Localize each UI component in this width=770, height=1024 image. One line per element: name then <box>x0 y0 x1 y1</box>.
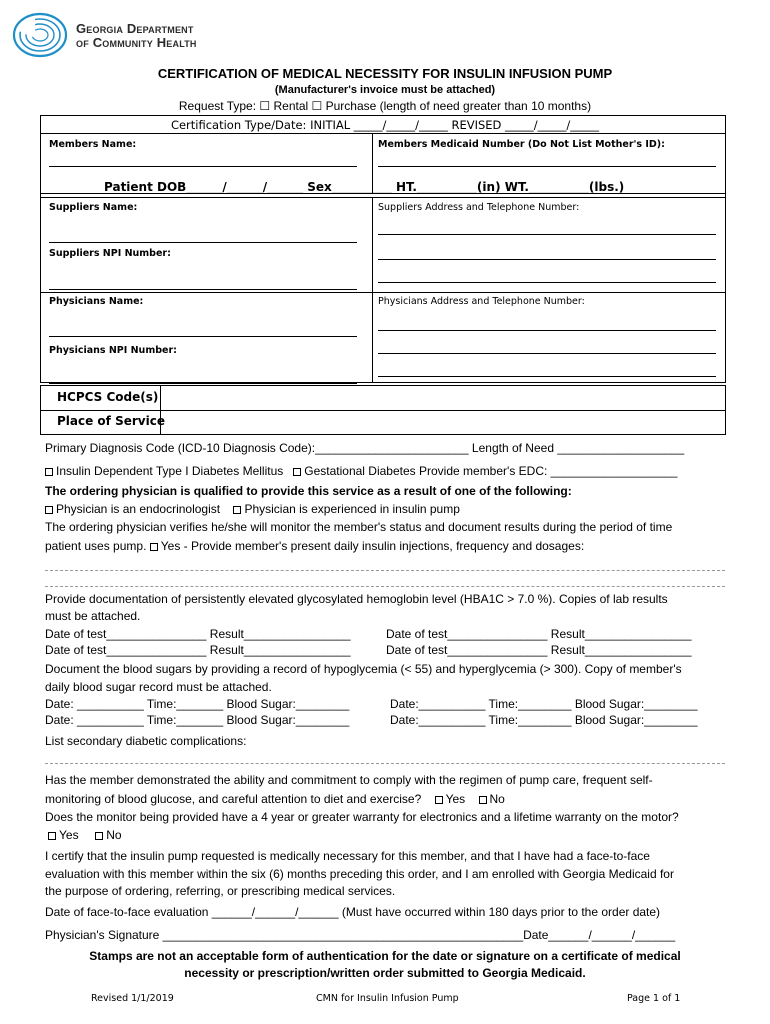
physician-qualifications: Physician is an endocrinologist Physician is experienced in insulin pump <box>45 502 460 516</box>
stamps-notice-2: necessity or prescription/written order submitted to Georgia Medicaid. <box>184 966 586 980</box>
medicaid-number-line[interactable] <box>378 166 716 167</box>
certify-line-2: evaluation with this member within the six (6) months preceding this order, and I am enrolled with Georgia Medicaid for <box>45 867 674 881</box>
warranty-options: Yes No <box>48 828 122 842</box>
certify-line-1: I certify that the insulin pump requested is medically necessary for this member, and that I have had a face-to-face <box>45 849 650 863</box>
gestational-checkbox[interactable] <box>293 468 301 476</box>
physicians-name-line[interactable] <box>49 336 357 337</box>
place-of-service-label: Place of Service <box>57 414 165 428</box>
primary-diagnosis: Primary Diagnosis Code (ICD-10 Diagnosis Code):_______________________ Length of Need ___________________ <box>45 441 685 455</box>
sugar-record-1-right: Date:__________ Time:________ Blood Sugar:________ <box>390 697 698 711</box>
date-test-1-right: Date of test_______________ Result________________ <box>386 627 692 641</box>
logo-line-1: Georgia Department <box>76 21 194 36</box>
insulin-notes-line-1[interactable] <box>45 570 725 571</box>
warranty-yes-checkbox[interactable] <box>48 832 56 840</box>
form-subtitle: (Manufacturer's invoice must be attached) <box>274 84 496 96</box>
hcpcs-label: HCPCS Code(s) <box>57 390 159 404</box>
demonstrated-no-checkbox[interactable] <box>479 796 487 804</box>
certify-line-3: the purpose of ordering, referring, or prescribing medical services. <box>45 884 396 898</box>
date-test-2-right: Date of test_______________ Result________________ <box>386 643 692 657</box>
footer-document: CMN for Insulin Infusion Pump <box>316 993 459 1004</box>
request-type: Request Type: ☐ Rental ☐ Purchase (length of need greater than 10 months) <box>178 99 592 113</box>
certification-type: Certification Type/Date: INITIAL _____/_____/_____ REVISED _____/_____/_____ <box>170 118 600 132</box>
monitor-yes-checkbox[interactable] <box>150 543 158 551</box>
sugar-record-2-left: Date: __________ Time:_______ Blood Sugar:________ <box>45 713 350 727</box>
secondary-complications: List secondary diabetic complications: <box>45 734 247 748</box>
diabetes-options: Insulin Dependent Type I Diabetes Mellitus Gestational Diabetes Provide member's EDC: ___________________ <box>45 464 677 478</box>
physicians-name-label: Physicians Name: <box>49 296 144 307</box>
date-test-2-left: Date of test_______________ Result________________ <box>45 643 351 657</box>
insulin-notes-line-2[interactable] <box>45 586 725 587</box>
experienced-checkbox[interactable] <box>233 506 241 514</box>
logo-swirl-icon <box>10 10 70 60</box>
complications-line[interactable] <box>45 763 725 764</box>
physicians-address-label: Physicians Address and Telephone Number: <box>378 296 585 307</box>
physicians-npi-line[interactable] <box>49 383 357 384</box>
patient-dob-row: Patient DOB______/______/______ Sex__________ HT.__________(in) WT.__________(lbs.) <box>104 180 625 194</box>
verify-line-2: patient uses pump. Yes - Provide member's present daily insulin injections, frequency and dosages: <box>45 539 585 553</box>
verify-line-1: The ordering physician verifies he/she will monitor the member's status and document results during the period of time <box>45 520 673 534</box>
members-name-label: Members Name: <box>49 139 137 150</box>
suppliers-address-label: Suppliers Address and Telephone Number: <box>378 202 580 213</box>
dch-logo <box>10 10 70 60</box>
suppliers-npi-line[interactable] <box>49 289 357 290</box>
type1-checkbox[interactable] <box>45 468 53 476</box>
qualified-heading: The ordering physician is qualified to provide this service as a result of one of the following: <box>45 484 572 498</box>
form-title: CERTIFICATION OF MEDICAL NECESSITY FOR INSULIN INFUSION PUMP <box>157 66 613 81</box>
demonstrated-line-1: Has the member demonstrated the ability and commitment to comply with the regimen of pump care, frequent self- <box>45 773 653 787</box>
footer-revised: Revised 1/1/2019 <box>91 993 174 1004</box>
warranty-no-checkbox[interactable] <box>95 832 103 840</box>
demonstrated-yes-checkbox[interactable] <box>435 796 443 804</box>
suppliers-npi-label: Suppliers NPI Number: <box>49 248 171 259</box>
footer-page: Page 1 of 1 <box>627 993 681 1004</box>
hba1c-line-2: must be attached. <box>45 609 141 623</box>
logo-line-2: of Community Health <box>76 35 197 50</box>
warranty-question: Does the monitor being provided have a 4 year or greater warranty for electronics and a lifetime warranty on the motor? <box>45 810 679 824</box>
face-to-face-date: Date of face-to-face evaluation ______/______/______ (Must have occurred within 180 days prior to the order date) <box>45 905 661 919</box>
medicaid-number-label: Members Medicaid Number (Do Not List Mother's ID): <box>378 139 665 150</box>
demonstrated-line-2: monitoring of blood glucose, and careful attention to diet and exercise? Yes No <box>45 792 505 806</box>
sugar-record-1-left: Date: __________ Time:_______ Blood Sugar:________ <box>45 697 350 711</box>
sugars-line-1: Document the blood sugars by providing a record of hypoglycemia (< 55) and hyperglycemia (> 300). Copy of member's <box>45 662 682 676</box>
physicians-npi-label: Physicians NPI Number: <box>49 345 177 356</box>
endocrinologist-checkbox[interactable] <box>45 506 53 514</box>
hba1c-line-1: Provide documentation of persistently elevated glycosylated hemoglobin level (HBA1C > 7.0 %). Copies of lab results <box>45 592 668 606</box>
suppliers-name-line[interactable] <box>49 242 357 243</box>
suppliers-name-label: Suppliers Name: <box>49 202 138 213</box>
members-name-line[interactable] <box>49 166 357 167</box>
sugars-line-2: daily blood sugar record must be attached. <box>45 680 272 694</box>
physician-signature: Physician's Signature ______________________________________________________Date______/______/______ <box>45 928 676 942</box>
sugar-record-2-right: Date:__________ Time:________ Blood Sugar:________ <box>390 713 698 727</box>
stamps-notice-1: Stamps are not an acceptable form of authentication for the date or signature on a certificate of medical <box>89 949 681 963</box>
date-test-1-left: Date of test_______________ Result________________ <box>45 627 351 641</box>
